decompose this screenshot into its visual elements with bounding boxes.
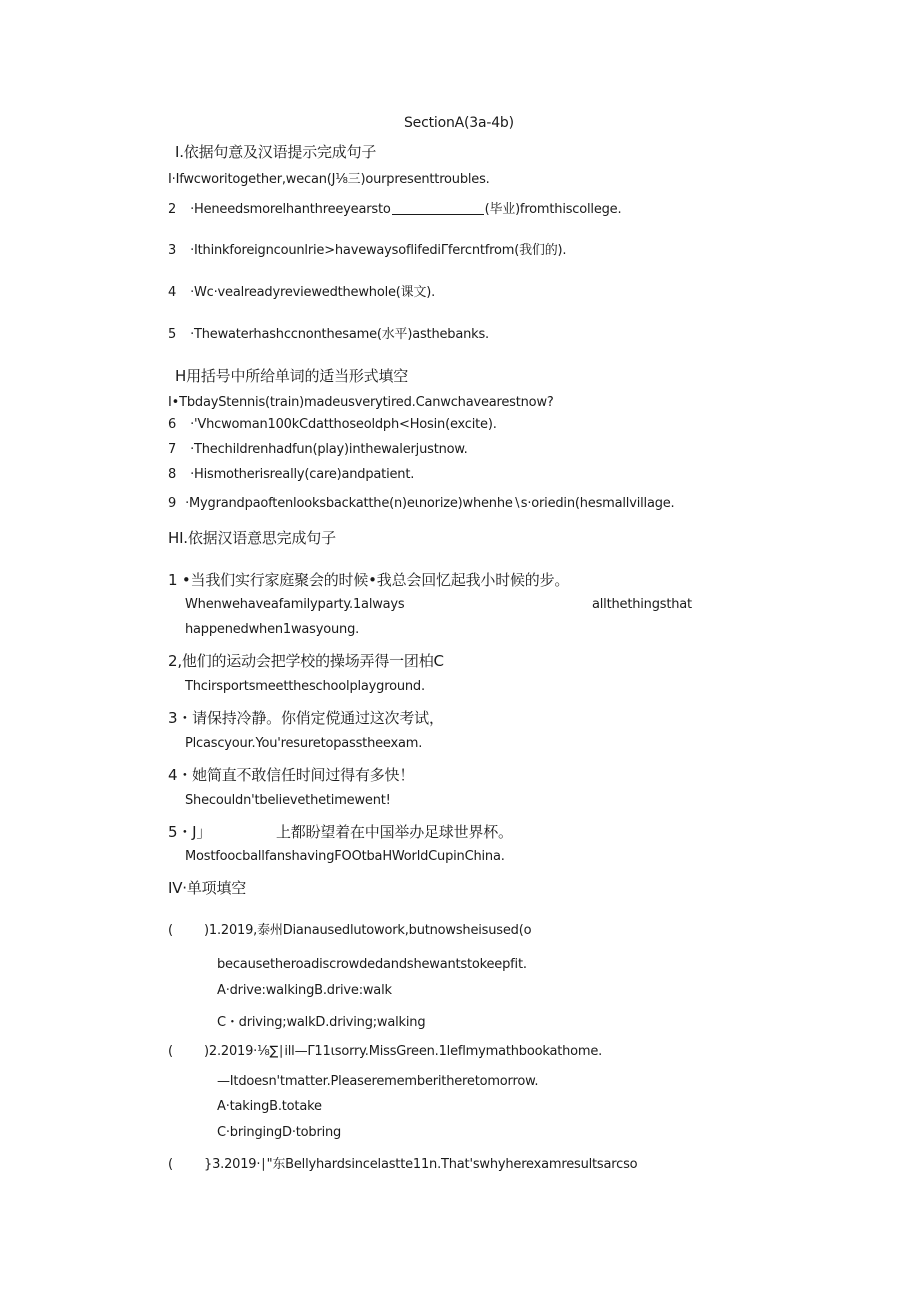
item-text: ·Ithinkforeigncounlrie>havewaysoflifediΓfercntfrom(我们的).: [190, 243, 567, 258]
item-text: ·Thechildrenhadfun(play)inthewalerjustnow.: [190, 442, 468, 457]
item-number: 8: [168, 467, 177, 482]
item-number: 3: [168, 243, 177, 258]
answer-paren[interactable]: (: [168, 923, 173, 938]
section-heading-3: HI.依据汉语意思完成句子: [168, 529, 336, 547]
answer-blank[interactable]: [392, 200, 484, 215]
section-heading-2: H用括号中所给单词的适当形式填空: [175, 367, 409, 385]
chinese-prompt: 2,他们的运动会把学校的操场弄得一团柏C: [168, 652, 444, 670]
section-heading-1: I.依据句意及汉语提示完成句子: [175, 143, 377, 161]
section-heading-4: IV·单项填空: [168, 879, 247, 897]
exercise-item: [168, 284, 435, 302]
item-number: 2: [168, 202, 177, 217]
item-number: 9: [168, 496, 177, 511]
english-sentence: allthethingsthat: [592, 597, 692, 612]
item-text: ·Hismotherisreally(care)andpatient.: [190, 467, 415, 482]
item-number: 7: [168, 442, 177, 457]
item-text: ·'Vhcwoman100kCdatthoseoldph<Hosin(excite).: [190, 417, 497, 432]
chinese-prompt: 3・请保持冷静。你俏定傥通过这次考试，: [168, 709, 444, 727]
exercise-item: [168, 441, 468, 459]
page-title: SectionA(3a-4b): [404, 115, 514, 131]
item-number: 6: [168, 417, 177, 432]
options-cd: C·bringingD·tobring: [217, 1125, 342, 1140]
options-ab: A·drive:walkingB.drive:walk: [217, 983, 392, 998]
chinese-prompt: 1 •当我们实行家庭聚会的时候•我总会回忆起我小时候的步。: [168, 571, 570, 589]
item-text: ·Heneedsmorelhanthreeyearsto: [190, 202, 391, 217]
english-sentence: Whenwehaveafamilyparty.1always: [185, 597, 405, 612]
english-sentence: Plcascyour.You'resuretopasstheexam.: [185, 736, 423, 751]
answer-paren[interactable]: (: [168, 1044, 173, 1059]
exercise-item: I·Ifwcworitogether,wecan(J⅛三)ourpresenttroubles.: [168, 172, 490, 187]
exercise-item: [168, 495, 675, 513]
item-text: (毕业)fromthiscollege.: [484, 202, 622, 217]
english-sentence: Shecouldn'tbelievethetimewent!: [185, 793, 391, 808]
english-sentence: MostfoocballfanshavingFOOtbaHWorldCupinChina.: [185, 849, 505, 864]
question-stem: }3.2019·∣"东Bellyhardsincelastte11n.That'swhyherexamresultsarcso: [204, 1157, 638, 1172]
item-text: ·Mygrandpaoftenlooksbackatthe(n)eιnorize)whenhe∖s·oriedin(hesmallvillage.: [185, 496, 675, 511]
chinese-prompt: 5・J」: [168, 823, 212, 841]
english-sentence: Thcirsportsmeettheschoolplayground.: [185, 679, 425, 694]
item-text: ·Wc·vealreadyreviewedthewhole(课文).: [190, 285, 436, 300]
chinese-prompt: 上都盼望着在中国举办足球世界杯。: [276, 823, 513, 841]
exercise-item: [168, 242, 566, 260]
question-stem: )2.2019·⅛∑∣ill—Γ11ιsorry.MissGreen.1leflmymathbookathome.: [204, 1044, 603, 1059]
question-text: becausetheroadiscrowdedandshewantstokeepfit.: [217, 957, 527, 972]
answer-paren[interactable]: (: [168, 1157, 173, 1172]
exercise-item: [168, 200, 621, 219]
english-sentence: happenedwhen1wasyoung.: [185, 622, 360, 637]
item-number: 5: [168, 327, 177, 342]
item-number: 4: [168, 285, 177, 300]
question-stem: )1.2019,泰州Dianausedlutowork,butnowsheisused(o: [204, 923, 532, 938]
options-ab: A·takingB.totake: [217, 1099, 322, 1114]
exercise-item: [168, 326, 489, 344]
options-cd: C・driving;walkD.driving;walking: [217, 1015, 426, 1030]
exercise-item: I•TbdayStennis(train)madeusverytired.Canwchavearestnow?: [168, 395, 554, 410]
question-text: —Itdoesn'tmatter.Pleaserememberitheretomorrow.: [217, 1074, 539, 1089]
exercise-item: [168, 466, 414, 484]
item-text: ·Thewaterhashccnonthesame(水平)asthebanks.: [190, 327, 489, 342]
chinese-prompt: 4・她简直不敢信任时间过得有多快！: [168, 766, 415, 784]
exercise-item: [168, 416, 497, 434]
